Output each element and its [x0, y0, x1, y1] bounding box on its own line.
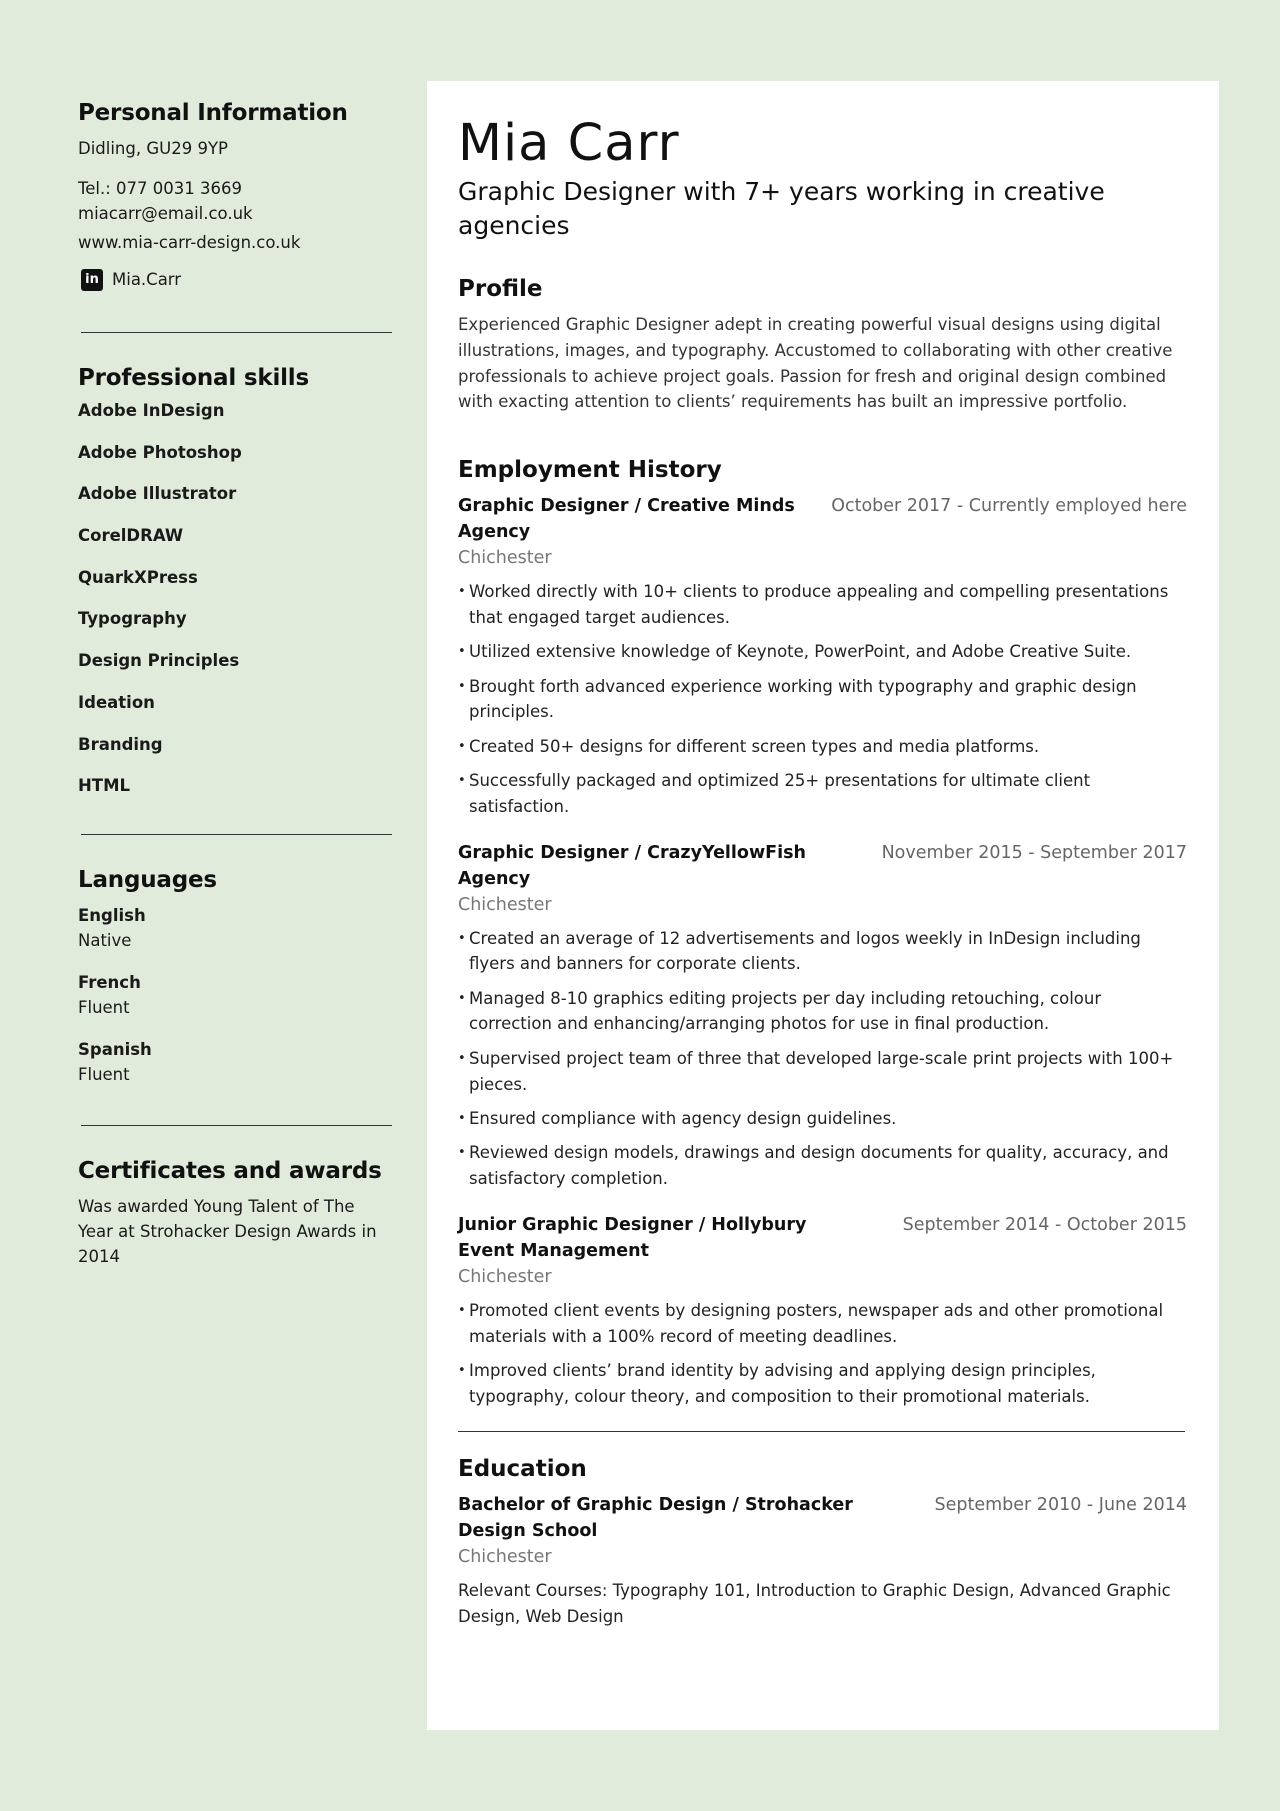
job-bullet: • Ensured compliance with agency design guidelines.: [458, 1106, 1187, 1132]
employment-heading: Employment History: [458, 457, 722, 484]
language-item: [78, 903, 394, 953]
job-dates: September 2014 - October 2015: [902, 1214, 1187, 1235]
skill-item: Adobe Photoshop: [78, 442, 242, 462]
degree-title: Bachelor of Graphic Design / Strohacker Design School: [458, 1495, 853, 1542]
job-bullets: [458, 1298, 1187, 1410]
phone: Tel.: 077 0031 3669: [78, 179, 243, 198]
job-bullet: • Utilized extensive knowledge of Keynote, PowerPoint, and Adobe Creative Suite.: [458, 639, 1187, 665]
divider: [81, 834, 392, 835]
profile-heading: Profile: [458, 276, 543, 302]
skill-item: Ideation: [78, 692, 155, 712]
job-dates: October 2017 - Currently employed here: [831, 496, 1187, 517]
email-link[interactable]: miacarr@email.co.uk: [78, 204, 253, 223]
language-item: [78, 970, 394, 1020]
skill-item: CorelDRAW: [78, 526, 184, 546]
linkedin-icon: in: [81, 269, 103, 291]
job-location: Chichester: [458, 1266, 552, 1287]
candidate-headline: Graphic Designer with 7+ years working in creative agencies: [458, 177, 1105, 240]
skill-item: Adobe InDesign: [78, 401, 225, 420]
job-title: Graphic Designer / Creative Minds Agency: [458, 496, 795, 543]
skills-heading: Professional skills: [78, 365, 309, 391]
job-bullet: • Worked directly with 10+ clients to produce appealing and compelling presentations that engaged target audiences.: [458, 579, 1187, 631]
job-title: Graphic Designer / CrazyYellowFish Agency: [458, 842, 806, 889]
linkedin-link[interactable]: [78, 267, 394, 292]
job-entry: [458, 1212, 1187, 1410]
job-bullet: • Reviewed design models, drawings and design documents for quality, accuracy, and satisfactory completion.: [458, 1140, 1187, 1192]
website-link[interactable]: www.mia-carr-design.co.uk: [78, 233, 301, 252]
certificates-heading: Certificates and awards: [78, 1158, 382, 1185]
skill-item: Design Principles: [78, 651, 240, 671]
profile-text: Experienced Graphic Designer adept in creating powerful visual designs using digital illustrations, images, and typography. Accustomed to collaborating with other creative professionals to achieve project goals. Passion for fresh and original design combined with exacting attention to clients’ requirements has built an impressive portfolio.: [458, 315, 1173, 412]
job-bullets: [458, 926, 1187, 1192]
education-courses: Relevant Courses: Typography 101, Introduction to Graphic Design, Advanced Graphic Design, Web Design: [458, 1581, 1171, 1627]
languages-heading: Languages: [78, 867, 217, 894]
sidebar: [78, 100, 394, 1269]
job-bullet: • Successfully packaged and optimized 25+ presentations for ultimate client satisfaction.: [458, 768, 1187, 820]
job-bullet: • Created an average of 12 advertisements and logos weekly in InDesign including flyers and banners for corporate clients.: [458, 926, 1187, 978]
personal-info-heading: Personal Information: [78, 100, 348, 126]
linkedin-handle: Mia.Carr: [112, 270, 182, 289]
address: Didling, GU29 9YP: [78, 139, 228, 158]
job-location: Chichester: [458, 894, 552, 915]
job-entry: [458, 493, 1187, 819]
candidate-name: Mia Carr: [458, 114, 680, 173]
language-level: Native: [78, 931, 132, 951]
job-bullet: • Brought forth advanced experience working with typography and graphic design principles.: [458, 674, 1187, 726]
language-name: English: [78, 906, 146, 926]
education-dates: September 2010 - June 2014: [934, 1495, 1187, 1516]
skill-item: Typography: [78, 609, 187, 629]
divider: [458, 1431, 1185, 1432]
language-item: [78, 1037, 394, 1087]
skill-item: Branding: [78, 734, 163, 754]
certificates-text: Was awarded Young Talent of The Year at Strohacker Design Awards in 2014: [78, 1197, 377, 1267]
job-bullet: • Promoted client events by designing posters, newspaper ads and other promotional materials with a 100% record of meeting deadlines.: [458, 1298, 1187, 1350]
divider: [81, 332, 392, 333]
language-name: Spanish: [78, 1040, 152, 1060]
main-panel: [427, 81, 1219, 1730]
divider: [81, 1125, 392, 1126]
job-bullet: • Created 50+ designs for different screen types and media platforms.: [458, 734, 1187, 760]
skills-list: [78, 401, 394, 796]
job-entry: [458, 840, 1187, 1192]
language-level: Fluent: [78, 998, 130, 1018]
education-heading: Education: [458, 1456, 587, 1483]
language-name: French: [78, 973, 141, 993]
job-dates: November 2015 - September 2017: [881, 842, 1187, 863]
skill-item: Adobe Illustrator: [78, 484, 237, 504]
job-bullet: • Improved clients’ brand identity by advising and applying design principles, typography, colour theory, and composition to their promotional materials.: [458, 1358, 1187, 1410]
job-bullet: • Managed 8-10 graphics editing projects per day including retouching, colour correction and enhancing/arranging photos for use in final production.: [458, 986, 1187, 1038]
skill-item: QuarkXPress: [78, 567, 198, 587]
skill-item: HTML: [78, 776, 130, 796]
education-location: Chichester: [458, 1547, 552, 1568]
education-entry: [458, 1492, 1187, 1630]
job-title: Junior Graphic Designer / Hollybury Event Management: [458, 1214, 807, 1261]
job-bullet: • Supervised project team of three that developed large-scale print projects with 100+ pieces.: [458, 1046, 1187, 1098]
job-location: Chichester: [458, 548, 552, 569]
language-level: Fluent: [78, 1065, 130, 1085]
job-bullets: [458, 579, 1187, 819]
